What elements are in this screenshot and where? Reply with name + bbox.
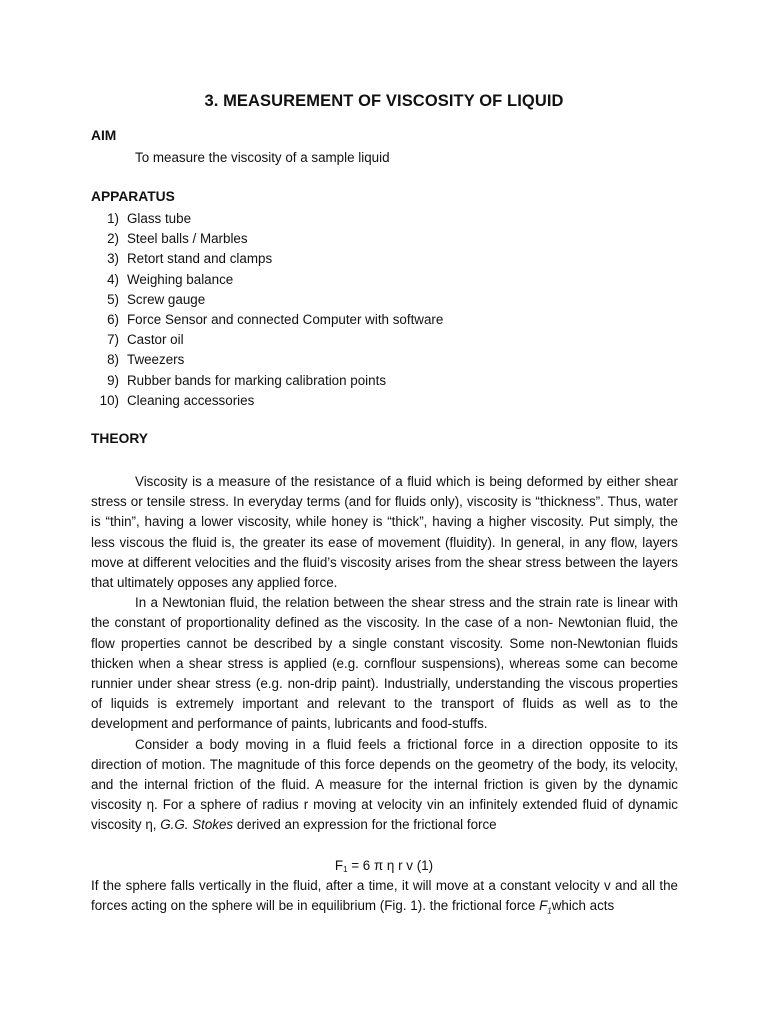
list-text: Cleaning accessories (127, 392, 255, 408)
paragraph (91, 735, 678, 836)
list-text: Screw gauge (127, 291, 206, 307)
list-item (91, 391, 443, 411)
list-text: Weighing balance (127, 271, 234, 287)
list-item (91, 209, 443, 229)
theory-body (91, 472, 678, 836)
list-item (91, 229, 443, 249)
list-number: 2) (107, 231, 119, 247)
list-text: Tweezers (127, 352, 185, 368)
aim-text: To measure the viscosity of a sample liquid (135, 150, 390, 165)
paragraph-text: Consider a body moving in a fluid feels a frictional force in a direction opposite to its direction of motion. The magnitude of this force depends on the geometry of the body, its velocity, and the internal friction of the fluid. A measure for the internal friction is given by the dynamic viscosity η. For a sphere of radius r moving at velocity vin an infinitely extended fluid of dynamic viscosity η, (91, 736, 678, 833)
list-text: Steel balls / Marbles (127, 231, 248, 247)
list-text: Rubber bands for marking calibration points (127, 372, 387, 388)
paragraph: In a Newtonian fluid, the relation between the shear stress and the strain rate is linear with the constant of proportionality defined as the viscosity. In the case of a non- Newtonian fluid, the flow properties cannot be described by a single constant viscosity. Some non-Newtonian fluids thicken when a shear stress is applied (e.g. cornflour suspensions), whereas some can become runnier under shear stress (e.g. non-drip paint). Industrially, understanding the viscous properties of liquids is extremely important and relevant to the transport of fluids as well as to the development and performance of paints, lubricants and food-stuffs. (91, 595, 678, 732)
equation-lhs: F (334, 858, 344, 873)
list-item (91, 371, 443, 391)
list-item (91, 350, 443, 370)
stokes-name: G.G. Stokes (160, 817, 234, 833)
force-variable (539, 898, 552, 916)
list-text: Castor oil (127, 332, 184, 348)
variable-letter: F (539, 898, 548, 914)
list-number: 1) (107, 211, 119, 226)
theory-heading: THEORY (91, 431, 148, 446)
apparatus-heading: APPARATUS (91, 189, 175, 204)
paragraph (91, 876, 678, 922)
paragraph-text: derived an expression for the frictional force (233, 817, 497, 833)
variable-subscript: 1 (547, 906, 552, 916)
list-number: 9) (107, 372, 119, 388)
list-item (91, 330, 443, 350)
list-number: 8) (107, 352, 119, 368)
list-number: 7) (107, 332, 119, 348)
theory-body-continued (91, 876, 678, 922)
list-item (91, 270, 443, 290)
aim-heading: AIM (91, 128, 117, 143)
list-number: 10) (99, 392, 119, 408)
list-text: Force Sensor and connected Computer with software (127, 311, 444, 327)
list-text: Glass tube (127, 211, 192, 226)
list-item (91, 290, 443, 310)
list-number: 6) (107, 311, 119, 327)
list-item (91, 249, 443, 269)
paragraph: Viscosity is a measure of the resistance of a fluid which is being deformed by either shear stress or tensile stress. In everyday terms (and for fluids only), viscosity is “thickness”. Thus, water is “thin”, having a lower viscosity, while honey is “thick”, having a higher viscosity. Put simply, the less viscous the fluid is, the greater its ease of movement (fluidity). In general, in any flow, layers move at different velocities and the fluid’s viscosity arises from the shear stress between the layers that ultimately opposes any applied force. (91, 474, 678, 591)
page-title: 3. MEASUREMENT OF VISCOSITY OF LIQUID (204, 92, 564, 110)
equation-rhs: = 6 π η r v (1) (347, 858, 434, 873)
list-text: Retort stand and clamps (127, 251, 273, 267)
paragraph-text: If the sphere falls vertically in the fluid, after a time, it will move at a constant velocity v and all the forces acting on the sphere will be in equilibrium (Fig. 1). the frictional force (91, 878, 678, 914)
apparatus-list (91, 209, 443, 411)
equation-subscript: 1 (343, 865, 348, 874)
list-number: 5) (107, 291, 119, 307)
list-number: 4) (107, 271, 119, 287)
list-number: 3) (107, 251, 119, 267)
paragraph-text: which acts (551, 898, 615, 914)
list-item (91, 310, 443, 330)
